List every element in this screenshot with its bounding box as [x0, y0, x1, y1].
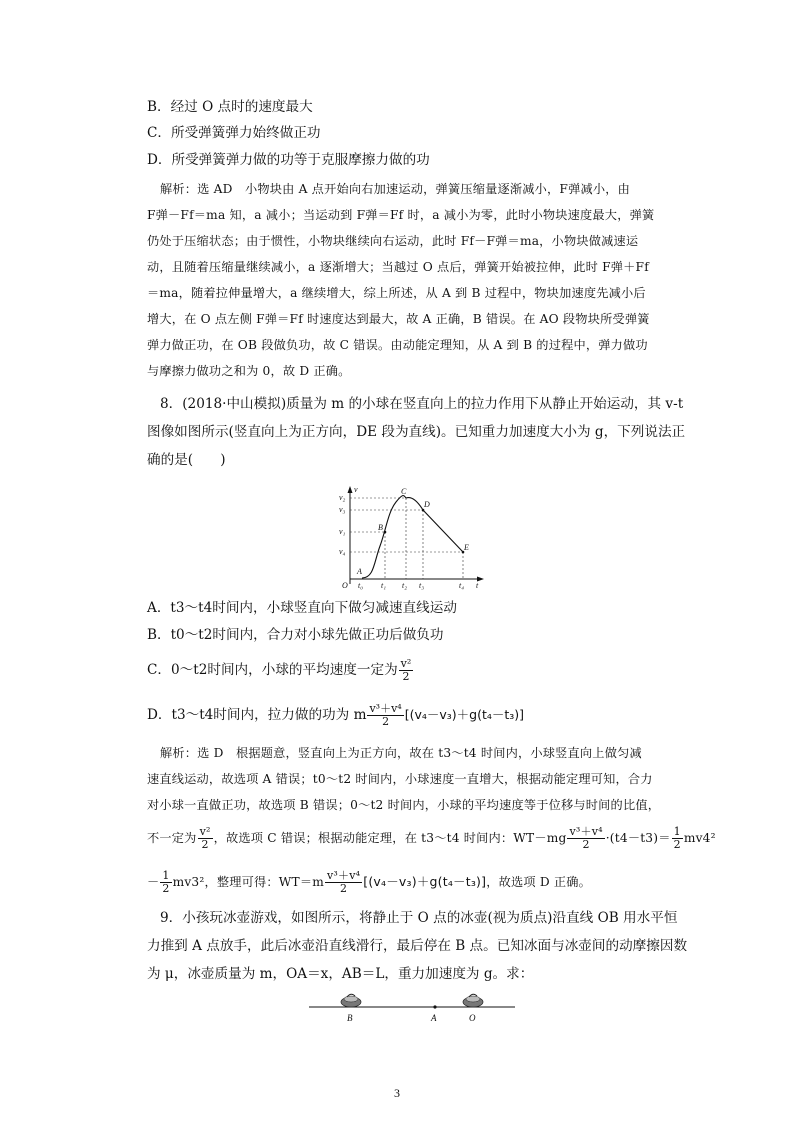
tick-t4: t₄	[459, 581, 465, 590]
analysis8-l4-part1: 不一定为	[147, 831, 197, 845]
tick-v1: v₁	[339, 527, 346, 536]
vt-graph	[330, 484, 490, 592]
q8-option-c-fraction: $\frac{\text{v²}}{2}$	[400, 657, 412, 683]
analysis8-frac5: $\frac{\text{v³＋v⁴}}{2}$	[327, 869, 361, 895]
tick-t3: t₃	[419, 581, 425, 590]
analysis8-l5-part1: －	[147, 875, 160, 889]
analysis7-line-1: 解析：选 AD 小物块由 A 点开始向右加速运动，弹簧压缩量逐渐减小，F弹减小，由	[160, 182, 631, 196]
analysis8-line-1: 解析：选 D 根据题意，竖直向上为正方向，故在 t3～t4 时间内，小球竖直向上做匀减	[160, 746, 642, 760]
origin-label: O	[342, 581, 348, 590]
analysis8-l4-part3: ·(t4－t3)＝	[605, 831, 671, 845]
option-c-prev: C．所受弹簧弹力始终做正功	[147, 125, 321, 141]
point-E: E	[464, 543, 469, 552]
tick-v3: v₃	[339, 505, 346, 514]
q8-line-3: 确的是( )	[147, 452, 226, 468]
tick-t2: t₂	[402, 581, 408, 590]
point-a-dot	[433, 1005, 436, 1008]
analysis8-frac1: $\frac{\text{v²}}{2}$	[199, 825, 211, 851]
analysis8-frac4: $\frac{1}{2}$	[162, 869, 170, 895]
analysis8-l5-part3: ，故选项 D 正确。	[486, 875, 592, 889]
tick-t1: t₁	[381, 581, 387, 590]
v-axis-arrow	[348, 486, 353, 493]
q9-line-1: 9．小孩玩冰壶游戏，如图所示，将静止于 O 点的冰壶(视为质点)沿直线 OB 用水平恒	[160, 910, 678, 926]
analysis7-line-6: 增大，在 O 点左侧 F弹＝Ff 时速度达到最大，故 A 正确，B 错误。在 AO 段物块所受弹簧	[147, 312, 650, 326]
q9-line-3: 为 μ，冰壶质量为 m，OA＝x，AB＝L，重力加速度为 g。求：	[147, 966, 534, 982]
q8-option-d-fraction: $\frac{\text{v³＋v⁴}}{2}$	[369, 702, 402, 728]
option-d-prev: D．所受弹簧弹力做的功等于克服摩擦力做的功	[147, 152, 430, 168]
q8-option-d-formula: [(v₄－v₃)＋g(t₄－t₃)]	[404, 707, 525, 722]
analysis8-line-5	[147, 870, 591, 895]
curling-stone-b	[341, 994, 361, 1007]
tick-v4: v₄	[339, 547, 346, 556]
analysis7-line-5: ＝ma，随着拉伸量增大，a 继续增大，综上所述，从 A 到 B 过程中，物块加速度先减小后	[147, 286, 646, 300]
point-B: B	[378, 523, 383, 532]
analysis7-line-7: 弹力做正功，在 OB 段做负功，故 C 错误。由动能定理知，从 A 到 B 的过程中，弹力做功	[147, 338, 648, 352]
q8-option-b: B．t0～t2时间内，合力对小球先做正功后做负功	[147, 627, 444, 643]
point-C: C	[401, 487, 407, 496]
q9-line-2: 力推到 A 点放手，此后冰壶沿直线滑行，最后停在 B 点。已知冰面与冰壶间的动摩擦因数	[147, 938, 688, 954]
analysis8-line-3: 对小球一直做正功，故选项 B 错误；0～t2 时间内，小球的平均速度等于位移与时间的比值，	[147, 798, 661, 812]
curling-figure	[305, 990, 520, 1024]
q8-option-d	[147, 703, 524, 728]
analysis7-line-8: 与摩擦力做功之和为 0，故 D 正确。	[147, 364, 351, 378]
analysis8-line-4	[147, 826, 716, 851]
analysis8-l4-part4: mv4²	[683, 831, 716, 845]
point-D-dot	[422, 509, 425, 512]
point-D: D	[424, 500, 430, 509]
axis-v-label: v	[354, 485, 358, 494]
curling-stone-o	[463, 994, 483, 1007]
page-number: 3	[394, 1086, 400, 1100]
q8-option-d-text: D．t3～t4时间内，拉力做的功为 m	[147, 707, 367, 723]
tick-v2: v₂	[339, 493, 346, 502]
label-o: O	[469, 1013, 476, 1023]
option-b-prev: B．经过 O 点时的速度最大	[147, 99, 313, 115]
label-b: B	[347, 1013, 353, 1023]
q8-option-c	[147, 658, 414, 683]
analysis8-l5-formula: [(v₄－v₃)＋g(t₄－t₃)]	[363, 874, 487, 889]
point-A: A	[357, 567, 362, 576]
analysis7-line-2: F弹－Ff＝ma 知，a 减小；当运动到 F弹＝Ff 时，a 减小为零，此时小物块速度最大，弹簧	[147, 208, 655, 222]
analysis8-line-2: 速直线运动，故选项 A 错误；t0～t2 时间内，小球速度一直增大，根据动能定理可知，合力	[147, 772, 653, 786]
tick-t0: t₀	[358, 581, 364, 590]
point-B-dot	[384, 531, 387, 534]
q8-option-c-text: C．0～t2时间内，小球的平均速度一定为	[147, 662, 398, 678]
q8-option-a: A．t3～t4时间内，小球竖直向下做匀减速直线运动	[147, 600, 457, 616]
analysis8-l5-part2: mv3²，整理可得：WT＝m	[172, 875, 325, 889]
analysis8-l4-part2: ，故选项 C 错误；根据动能定理，在 t3～t4 时间内：WT－mg	[213, 831, 567, 845]
analysis7-line-4: 动，且随着压缩量继续减小，a 逐渐增大；当越过 O 点后，弹簧开始被拉伸，此时 F弹＋Ff	[147, 260, 649, 274]
axis-t-label: t	[476, 581, 479, 590]
analysis8-frac3: $\frac{1}{2}$	[673, 825, 681, 851]
vt-curve	[362, 496, 463, 579]
q8-line-2: 图像如图所示(竖直向上为正方向，DE 段为直线)。已知重力加速度大小为 g，下列说法正	[147, 424, 686, 440]
label-a: A	[431, 1013, 437, 1023]
analysis7-line-3: 仍处于压缩状态；由于惯性，小物块继续向右运动，此时 Ff－F弹＝ma，小物块做减速运	[147, 234, 639, 248]
analysis8-frac2: $\frac{\text{v³＋v⁴}}{2}$	[569, 825, 603, 851]
q8-line-1: 8．(2018·中山模拟)质量为 m 的小球在竖直向上的拉力作用下从静止开始运动，其 v-t	[160, 396, 684, 412]
